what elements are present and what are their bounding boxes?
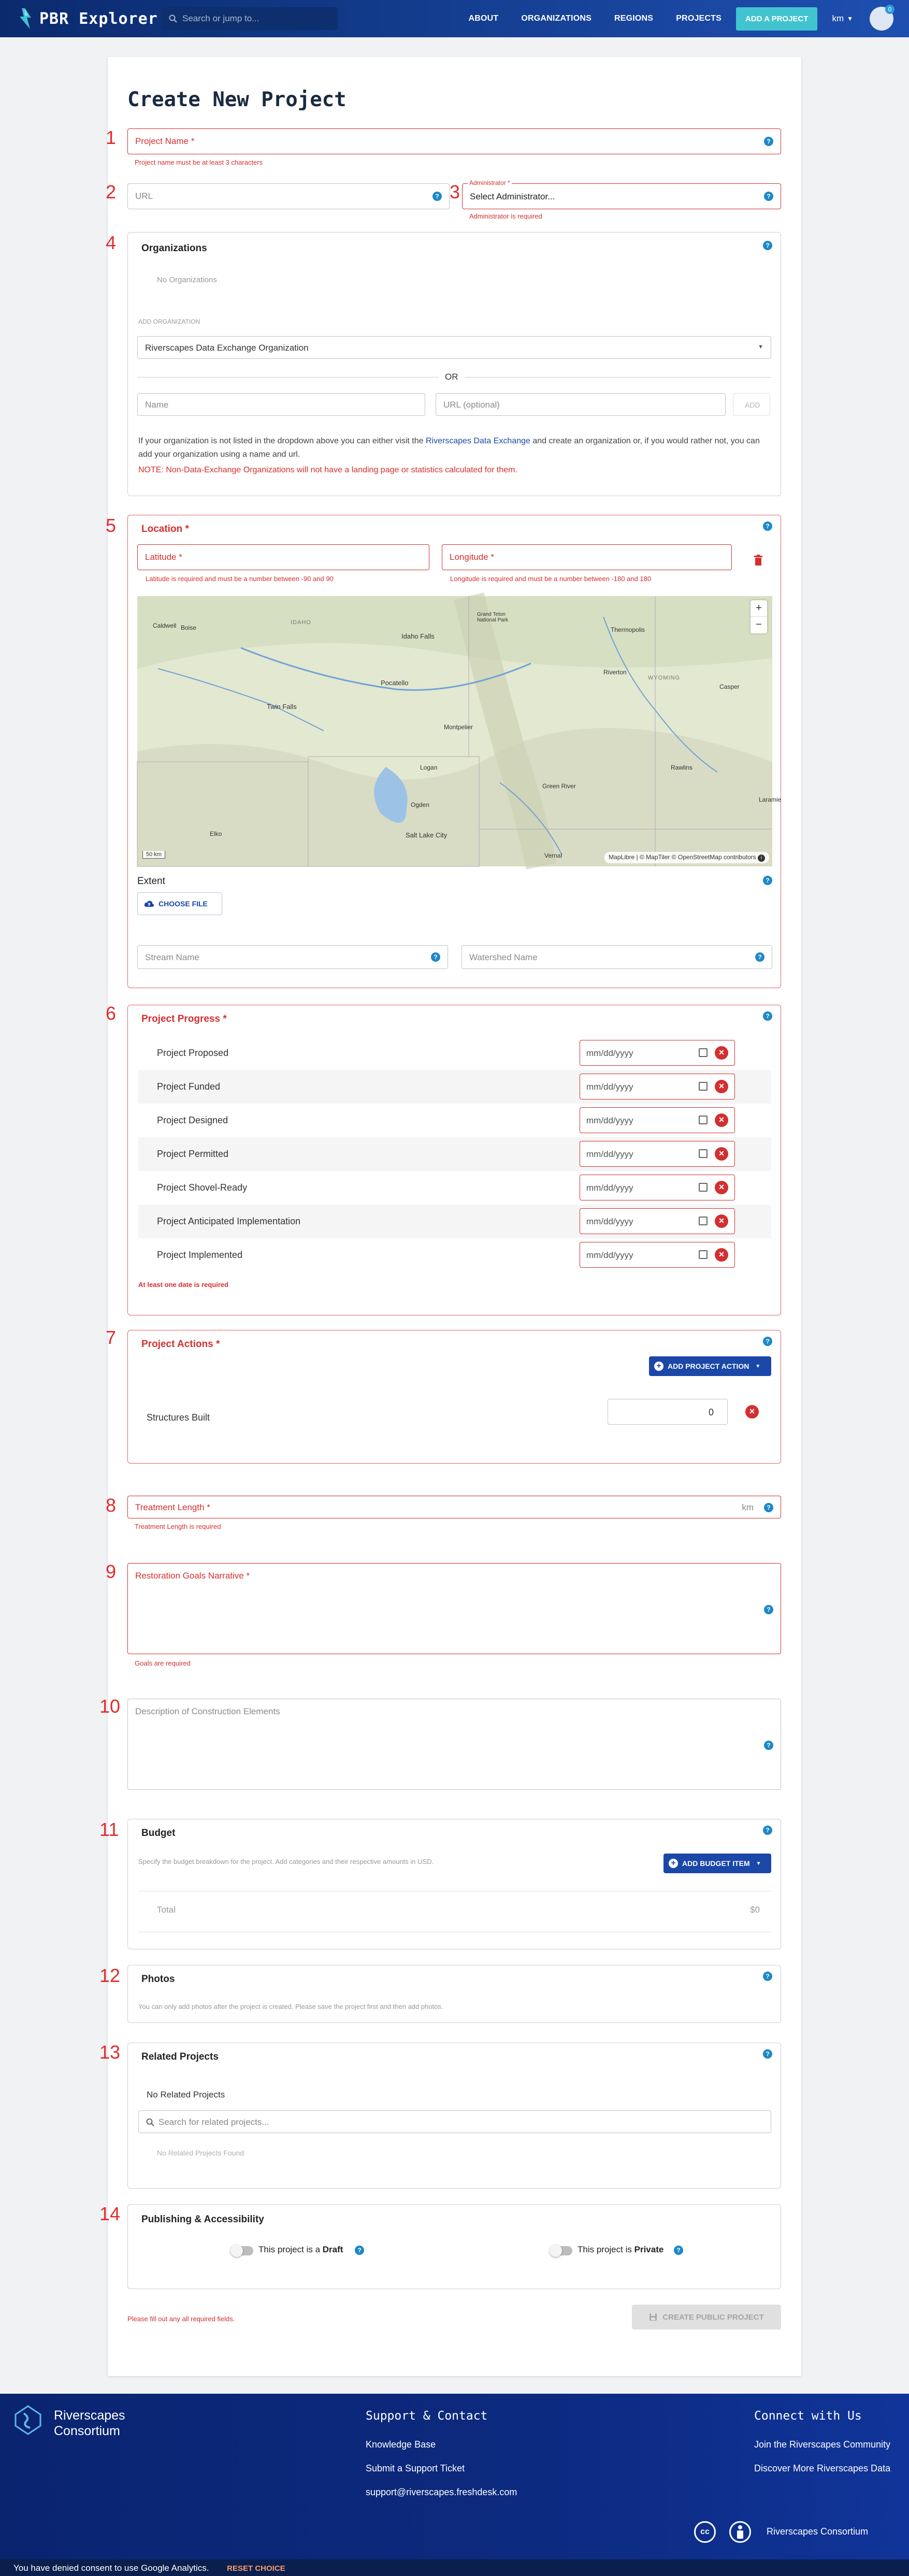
help-icon[interactable]: ? bbox=[763, 1337, 772, 1346]
knowledge-base-link[interactable]: Knowledge Base bbox=[366, 2439, 436, 2450]
brand-logo[interactable] bbox=[16, 7, 158, 30]
join-community-link[interactable]: Join the Riverscapes Community bbox=[754, 2439, 891, 2450]
progress-row bbox=[138, 1171, 771, 1205]
map-label: Twin Falls bbox=[267, 703, 297, 711]
clear-date-icon[interactable]: × bbox=[715, 1181, 728, 1194]
chevron-down-icon: ▼ bbox=[758, 344, 763, 350]
longitude-helper: Longitude is required and must be a number between -180 and 180 bbox=[450, 575, 652, 583]
help-icon[interactable]: ? bbox=[355, 2246, 364, 2255]
construction-elements-label: Description of Construction Elements bbox=[135, 1706, 280, 1716]
project-progress-section bbox=[127, 1005, 781, 1315]
clear-date-icon[interactable]: × bbox=[715, 1046, 728, 1060]
map-label: Rawlins bbox=[671, 764, 693, 771]
creative-commons-icon: cc bbox=[694, 2521, 716, 2543]
create-public-project-button[interactable] bbox=[632, 2305, 781, 2329]
footer-copyright: Riverscapes Consortium bbox=[767, 2526, 869, 2537]
organization-name-input[interactable] bbox=[137, 393, 425, 416]
clear-date-icon[interactable]: × bbox=[715, 1080, 728, 1093]
treatment-length-input[interactable] bbox=[127, 1496, 781, 1518]
help-icon[interactable]: ? bbox=[763, 522, 772, 531]
date-placeholder: mm/dd/yyyy bbox=[586, 1149, 633, 1159]
treatment-length-unit: km bbox=[742, 1502, 754, 1512]
section-number-13: 13 bbox=[99, 2042, 121, 2063]
restoration-goals-helper: Goals are required bbox=[135, 1659, 191, 1667]
photos-section bbox=[127, 1965, 781, 2023]
treatment-length-helper: Treatment Length is required bbox=[135, 1523, 221, 1530]
organization-info-line2: add your organization using a name and url. bbox=[138, 450, 300, 459]
chevron-down-icon: ▼ bbox=[847, 15, 853, 22]
section-number-8: 8 bbox=[106, 1495, 117, 1516]
location-section bbox=[127, 515, 781, 988]
nav-regions[interactable]: REGIONS bbox=[614, 14, 654, 23]
map-scale: 50 km bbox=[142, 851, 165, 859]
map-label: Logan bbox=[420, 764, 438, 771]
section-number-9: 9 bbox=[106, 1561, 117, 1582]
section-number-14: 14 bbox=[99, 2203, 121, 2224]
choose-file-button[interactable] bbox=[137, 892, 222, 915]
related-projects-empty: No Related Projects bbox=[147, 2090, 225, 2100]
organization-url-placeholder: URL (optional) bbox=[443, 400, 500, 410]
publishing-section bbox=[127, 2204, 781, 2289]
support-title: Support & Contact bbox=[366, 2409, 488, 2423]
map-label: Ogden bbox=[411, 801, 430, 808]
related-none-found: No Related Projects Found bbox=[157, 2149, 244, 2157]
organization-info-before: If your organization is not listed in the dropdown above you can either visit the bbox=[138, 437, 424, 445]
connect-title: Connect with Us bbox=[754, 2409, 862, 2423]
section-number-11: 11 bbox=[99, 1819, 119, 1840]
calendar-icon[interactable] bbox=[699, 1082, 708, 1091]
remove-action-icon[interactable]: × bbox=[745, 1405, 759, 1419]
map-label: Caldwell bbox=[153, 622, 177, 629]
progress-row-label: Project Implemented bbox=[157, 1250, 243, 1260]
location-title: Location * bbox=[141, 524, 189, 534]
map-label: IDAHO bbox=[291, 619, 311, 626]
organizations-section bbox=[127, 232, 781, 496]
administrator-value: Select Administrator... bbox=[470, 192, 555, 201]
draft-prefix: This project is a bbox=[258, 2245, 321, 2254]
private-toggle-label bbox=[578, 2245, 663, 2255]
date-placeholder: mm/dd/yyyy bbox=[586, 1250, 633, 1260]
action-value: 0 bbox=[708, 1407, 714, 1417]
publishing-title: Publishing & Accessibility bbox=[141, 2214, 264, 2225]
organizations-title: Organizations bbox=[141, 243, 207, 254]
zoom-in-button[interactable]: + bbox=[751, 600, 767, 617]
data-exchange-link[interactable]: Riverscapes Data Exchange bbox=[426, 437, 530, 445]
help-icon[interactable]: ? bbox=[764, 1741, 773, 1750]
progress-row bbox=[138, 1137, 771, 1171]
budget-total-row bbox=[138, 1891, 771, 1932]
add-organization-label: ADD ORGANIZATION bbox=[138, 318, 200, 325]
related-projects-section bbox=[127, 2043, 781, 2189]
help-icon[interactable]: ? bbox=[763, 876, 772, 885]
user-initials: km bbox=[832, 13, 844, 23]
site-footer bbox=[0, 2394, 909, 2576]
add-organization-button[interactable] bbox=[733, 393, 770, 416]
search-input[interactable] bbox=[162, 7, 338, 30]
section-number-6: 6 bbox=[106, 1003, 117, 1024]
or-divider-label: OR bbox=[439, 372, 465, 382]
project-progress-title: Project Progress * bbox=[141, 1014, 227, 1024]
help-icon[interactable]: ? bbox=[674, 2246, 683, 2255]
section-number-2: 2 bbox=[106, 181, 117, 202]
reset-choice-link[interactable]: RESET CHOICE bbox=[227, 2564, 285, 2573]
progress-date-input[interactable] bbox=[580, 1242, 735, 1268]
watershed-name-placeholder: Watershed Name bbox=[469, 952, 538, 962]
map-attribution bbox=[604, 852, 769, 863]
add-project-action-label: ADD PROJECT ACTION bbox=[668, 1362, 749, 1370]
photos-description: You can only add photos after the project is created. Please save the project first and then add photos. bbox=[138, 2003, 443, 2010]
calendar-icon[interactable] bbox=[699, 1217, 708, 1225]
help-icon[interactable]: ? bbox=[764, 192, 773, 201]
stream-name-placeholder: Stream Name bbox=[145, 952, 199, 962]
budget-description: Specify the budget breakdown for the project. Add categories and their respective amounts in USD. bbox=[138, 1858, 434, 1865]
choose-file-label: CHOOSE FILE bbox=[158, 900, 208, 908]
progress-row-label: Project Permitted bbox=[157, 1149, 229, 1159]
organizations-empty: No Organizations bbox=[157, 276, 217, 284]
user-menu[interactable] bbox=[832, 13, 853, 24]
map-label: WYOMING bbox=[648, 675, 680, 681]
attribution-icon bbox=[729, 2521, 751, 2543]
footer-brand-line2: Consortium bbox=[54, 2424, 120, 2438]
help-icon[interactable]: ? bbox=[763, 2049, 772, 2059]
support-email-link[interactable]: support@riverscapes.freshdesk.com bbox=[366, 2487, 517, 2497]
map-label: Boise bbox=[181, 624, 197, 631]
progress-row bbox=[138, 1104, 771, 1137]
calendar-icon[interactable] bbox=[699, 1116, 708, 1124]
brand-name: PBR Explorer bbox=[39, 9, 158, 28]
create-project-card bbox=[99, 57, 801, 2376]
calendar-icon[interactable] bbox=[699, 1250, 708, 1259]
calendar-icon[interactable] bbox=[699, 1149, 708, 1158]
date-placeholder: mm/dd/yyyy bbox=[586, 1048, 633, 1058]
latitude-label: Latitude * bbox=[145, 552, 182, 562]
organization-name-placeholder: Name bbox=[145, 400, 169, 410]
riverscapes-logo-icon bbox=[15, 2405, 41, 2435]
location-map[interactable] bbox=[137, 596, 782, 866]
organization-info-text bbox=[138, 435, 772, 461]
page-title: Create New Project bbox=[127, 88, 347, 111]
top-nav bbox=[0, 0, 909, 37]
help-icon[interactable]: ? bbox=[764, 137, 773, 146]
map-label: Vernal bbox=[544, 852, 562, 859]
draft-word: Draft bbox=[322, 2245, 343, 2254]
date-placeholder: mm/dd/yyyy bbox=[586, 1116, 633, 1125]
url-field[interactable] bbox=[127, 183, 450, 209]
create-public-project-label: CREATE PUBLIC PROJECT bbox=[662, 2312, 764, 2322]
progress-date-input[interactable] bbox=[580, 1175, 735, 1200]
map-label: Salt Lake City bbox=[406, 831, 448, 839]
section-number-12: 12 bbox=[99, 1965, 121, 1986]
draft-toggle-label bbox=[258, 2245, 343, 2255]
restoration-goals-input[interactable] bbox=[127, 1563, 781, 1654]
extent-label: Extent bbox=[137, 876, 165, 887]
organization-url-input[interactable] bbox=[436, 393, 726, 416]
map-label: Pocatello bbox=[381, 679, 409, 687]
map-attribution-text: MapLibre | © MapTiler © OpenStreetMap contributors bbox=[609, 853, 756, 861]
discover-data-link[interactable]: Discover More Riverscapes Data bbox=[754, 2463, 891, 2473]
nav-projects[interactable]: PROJECTS bbox=[676, 14, 722, 23]
progress-row-label: Project Shovel-Ready bbox=[157, 1182, 248, 1193]
section-number-4: 4 bbox=[106, 232, 117, 253]
private-toggle[interactable] bbox=[551, 2246, 572, 2255]
progress-date-input[interactable] bbox=[580, 1040, 735, 1066]
footer-brand-line1: Riverscapes bbox=[54, 2408, 125, 2423]
avatar[interactable] bbox=[870, 7, 893, 31]
plus-circle-icon: + bbox=[654, 1362, 663, 1371]
budget-title: Budget bbox=[141, 1828, 176, 1839]
help-icon[interactable]: ? bbox=[431, 952, 440, 962]
search-placeholder: Search or jump to... bbox=[182, 13, 259, 23]
cloud-upload-icon bbox=[144, 900, 154, 907]
map-label: Montpelier bbox=[444, 723, 473, 731]
project-name-label: Project Name * bbox=[135, 136, 195, 146]
chevron-down-icon: ▼ bbox=[755, 1363, 761, 1369]
help-icon[interactable]: ? bbox=[764, 1605, 773, 1614]
progress-row bbox=[138, 1238, 771, 1272]
related-projects-title: Related Projects bbox=[141, 2051, 219, 2062]
nav-organizations[interactable]: ORGANIZATIONS bbox=[521, 14, 591, 23]
clear-date-icon[interactable]: × bbox=[715, 1113, 728, 1127]
help-icon[interactable]: ? bbox=[764, 1503, 773, 1512]
latitude-helper: Latitude is required and must be a number between -90 and 90 bbox=[146, 575, 334, 583]
info-icon[interactable]: i bbox=[758, 855, 765, 862]
map-label: Grand Teton National Park bbox=[477, 612, 509, 623]
photos-title: Photos bbox=[141, 1974, 175, 1985]
add-budget-item-button[interactable] bbox=[663, 1854, 771, 1873]
administrator-select[interactable] bbox=[462, 179, 781, 209]
administrator-helper: Administrator is required bbox=[469, 212, 542, 220]
administrator-label: Administrator * bbox=[468, 179, 512, 186]
action-label: Structures Built bbox=[147, 1412, 210, 1423]
clear-date-icon[interactable]: × bbox=[715, 1248, 728, 1262]
help-icon[interactable]: ? bbox=[432, 192, 442, 201]
map-terrain bbox=[137, 596, 772, 866]
add-organization-label: ADD bbox=[745, 401, 760, 409]
help-icon[interactable]: ? bbox=[755, 952, 764, 962]
progress-row bbox=[138, 1070, 771, 1104]
project-actions-title: Project Actions * bbox=[141, 1339, 220, 1350]
analytics-consent-bar bbox=[0, 2559, 909, 2576]
help-icon[interactable]: ? bbox=[763, 241, 772, 250]
chevron-down-icon: ▼ bbox=[756, 1860, 761, 1866]
map-label: Riverton bbox=[603, 669, 627, 676]
required-fields-note: Please fill out any all required fields. bbox=[127, 2315, 235, 2323]
watershed-name-input[interactable] bbox=[461, 945, 772, 969]
add-budget-item-label: ADD BUDGET ITEM bbox=[682, 1859, 750, 1868]
project-name-field[interactable] bbox=[127, 128, 781, 154]
add-project-action-button[interactable] bbox=[649, 1356, 771, 1376]
restoration-goals-label: Restoration Goals Narrative * bbox=[135, 1571, 250, 1581]
zoom-out-button[interactable]: − bbox=[756, 619, 762, 630]
help-icon[interactable]: ? bbox=[763, 1826, 772, 1835]
draft-toggle[interactable] bbox=[232, 2246, 253, 2255]
project-name-helper: Project name must be at least 3 characters bbox=[135, 158, 263, 166]
organization-info-after: and create an organization or, if you would rather not, you can bbox=[532, 437, 760, 445]
notification-badge: 0 bbox=[885, 5, 894, 14]
search-icon bbox=[146, 2118, 154, 2126]
map-label: Thermopolis bbox=[611, 626, 645, 633]
longitude-input[interactable] bbox=[442, 544, 732, 570]
action-value-input[interactable] bbox=[608, 1399, 728, 1425]
nav-about[interactable]: ABOUT bbox=[468, 14, 499, 23]
clear-date-icon[interactable]: × bbox=[715, 1214, 728, 1228]
section-number-5: 5 bbox=[106, 515, 117, 536]
consent-text: You have denied consent to use Google Analytics. bbox=[13, 2563, 209, 2573]
help-icon[interactable]: ? bbox=[763, 1972, 772, 1981]
progress-row-label: Project Proposed bbox=[157, 1048, 229, 1058]
progress-row-label: Project Anticipated Implementation bbox=[157, 1216, 301, 1226]
construction-elements-input[interactable] bbox=[127, 1699, 781, 1790]
related-search-placeholder: Search for related projects... bbox=[158, 2117, 269, 2127]
longitude-label: Longitude * bbox=[450, 552, 495, 562]
calendar-icon[interactable] bbox=[699, 1183, 708, 1192]
progress-helper: At least one date is required bbox=[138, 1281, 229, 1289]
map-label: Idaho Falls bbox=[401, 632, 435, 640]
project-actions-section bbox=[127, 1330, 781, 1464]
private-prefix: This project is bbox=[578, 2245, 632, 2254]
add-project-button[interactable]: ADD A PROJECT bbox=[736, 7, 817, 31]
section-number-1: 1 bbox=[106, 127, 117, 148]
section-number-10: 10 bbox=[99, 1696, 121, 1717]
progress-rows bbox=[138, 1036, 771, 1272]
section-number-3: 3 bbox=[450, 181, 460, 202]
organization-select-value: Riverscapes Data Exchange Organization bbox=[145, 343, 309, 353]
brand-logo-icon bbox=[16, 7, 34, 30]
progress-row bbox=[138, 1205, 771, 1238]
stream-name-input[interactable] bbox=[137, 945, 448, 969]
url-placeholder: URL bbox=[135, 191, 153, 201]
budget-section bbox=[127, 1819, 781, 1949]
map-label: Casper bbox=[719, 683, 740, 690]
help-icon[interactable]: ? bbox=[763, 1011, 772, 1021]
progress-date-input[interactable] bbox=[580, 1107, 735, 1133]
organization-note: NOTE: Non-Data-Exchange Organizations will not have a landing page or statistics calculated for them. bbox=[138, 466, 517, 474]
private-word: Private bbox=[634, 2245, 664, 2254]
progress-row-label: Project Designed bbox=[157, 1115, 228, 1125]
clear-date-icon[interactable]: × bbox=[715, 1147, 728, 1161]
support-ticket-link[interactable]: Submit a Support Ticket bbox=[366, 2463, 465, 2473]
date-placeholder: mm/dd/yyyy bbox=[586, 1183, 633, 1193]
save-icon bbox=[649, 2313, 657, 2321]
progress-date-input[interactable] bbox=[580, 1141, 735, 1167]
search-icon bbox=[169, 15, 177, 23]
section-number-7: 7 bbox=[106, 1327, 117, 1348]
map-label: Green River bbox=[542, 783, 576, 790]
map-label: Elko bbox=[210, 830, 222, 837]
progress-row bbox=[138, 1036, 771, 1070]
budget-total-value: $0 bbox=[750, 1905, 760, 1915]
date-placeholder: mm/dd/yyyy bbox=[586, 1217, 633, 1226]
latitude-input[interactable] bbox=[137, 544, 429, 570]
date-placeholder: mm/dd/yyyy bbox=[586, 1082, 633, 1092]
calendar-icon[interactable] bbox=[699, 1048, 708, 1057]
trash-icon[interactable] bbox=[754, 555, 763, 566]
treatment-length-label: Treatment Length * bbox=[135, 1502, 210, 1512]
map-label: Laramie bbox=[759, 796, 782, 803]
progress-row-label: Project Funded bbox=[157, 1081, 221, 1092]
plus-circle-icon: + bbox=[669, 1859, 678, 1868]
map-zoom-control bbox=[751, 600, 767, 633]
organization-select[interactable] bbox=[137, 336, 771, 359]
progress-date-input[interactable] bbox=[580, 1074, 735, 1099]
budget-total-label: Total bbox=[157, 1905, 176, 1915]
related-projects-search[interactable] bbox=[138, 2110, 771, 2133]
progress-date-input[interactable] bbox=[580, 1208, 735, 1234]
